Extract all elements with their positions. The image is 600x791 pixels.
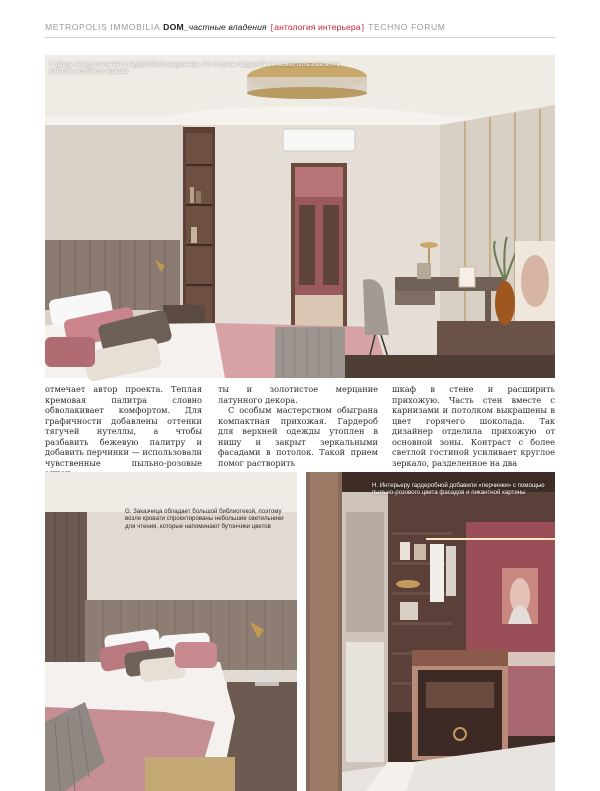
caption-bedroom: F. Дверь между спальней и гардеробной раздвижная. Со стороны гардероба ей можно пользоваться в качестве ростового зеркала: [49, 61, 340, 76]
brand-techno: TECHNO: [368, 22, 409, 32]
wardrobe-illustration: [306, 472, 555, 791]
header-rule: [45, 37, 555, 38]
article-text: ты и золотистое мерцание латунного декора.: [218, 384, 378, 405]
caption-wardrobe: H. Интерьеру гардеробной добавили «перчинки» с помощью пыльно-розового цвета фасадов и пикантной картины: [372, 482, 545, 497]
brand-forum: FORUM: [411, 22, 446, 32]
photo-bedroom-library: [45, 472, 297, 791]
bedroom-illustration: [45, 55, 555, 378]
section-subtitle: _частные владения: [183, 22, 267, 32]
rubric-label: [антология интерьера]: [270, 22, 365, 32]
section-title: DOM: [163, 22, 184, 32]
article-column-2: [218, 384, 378, 468]
article-column-1: [45, 384, 202, 468]
brand-metropolis: METROPOLIS: [45, 22, 108, 32]
article-column-3: [392, 384, 555, 468]
article-text: С особым мастерством обыграна компактная прихожая. Гардероб для верхней одежды утоплен в нишу и закрыт зеркальными фасадами в потолок. Такой прием помог растворить: [218, 405, 378, 468]
magazine-header: [45, 22, 555, 36]
photo-wardrobe: [306, 472, 555, 791]
photo-bedroom: [45, 55, 555, 378]
caption-bedroom-library: G. Заказчица обладает большой библиотекой, поэтому возле кровати спроектированы небольшие светильники для чтения, которые напоминают бутончики цветов: [125, 508, 284, 530]
brand-immobilia: IMMOBILIA: [110, 22, 161, 32]
article-text: отмечает автор проекта. Теплая кремовая палитра словно обволакивает комфортом. Для графичности добавлены оттенки тягучей нутеллы, а чтобы разбавить бежевую палитру и добавить перчинки — использовали чувственные пыльно-розовые: [45, 384, 202, 468]
article-text: шкаф в стене и расширить прихожую. Часть стен вместе с карнизами и потолком выкрашены в цвет горячего шоколада. Так дизайнер отделила прихожую от основной зоны. Контраст с более светлой гостиной усиливает круглое зеркало, разделенное на два: [392, 384, 555, 468]
